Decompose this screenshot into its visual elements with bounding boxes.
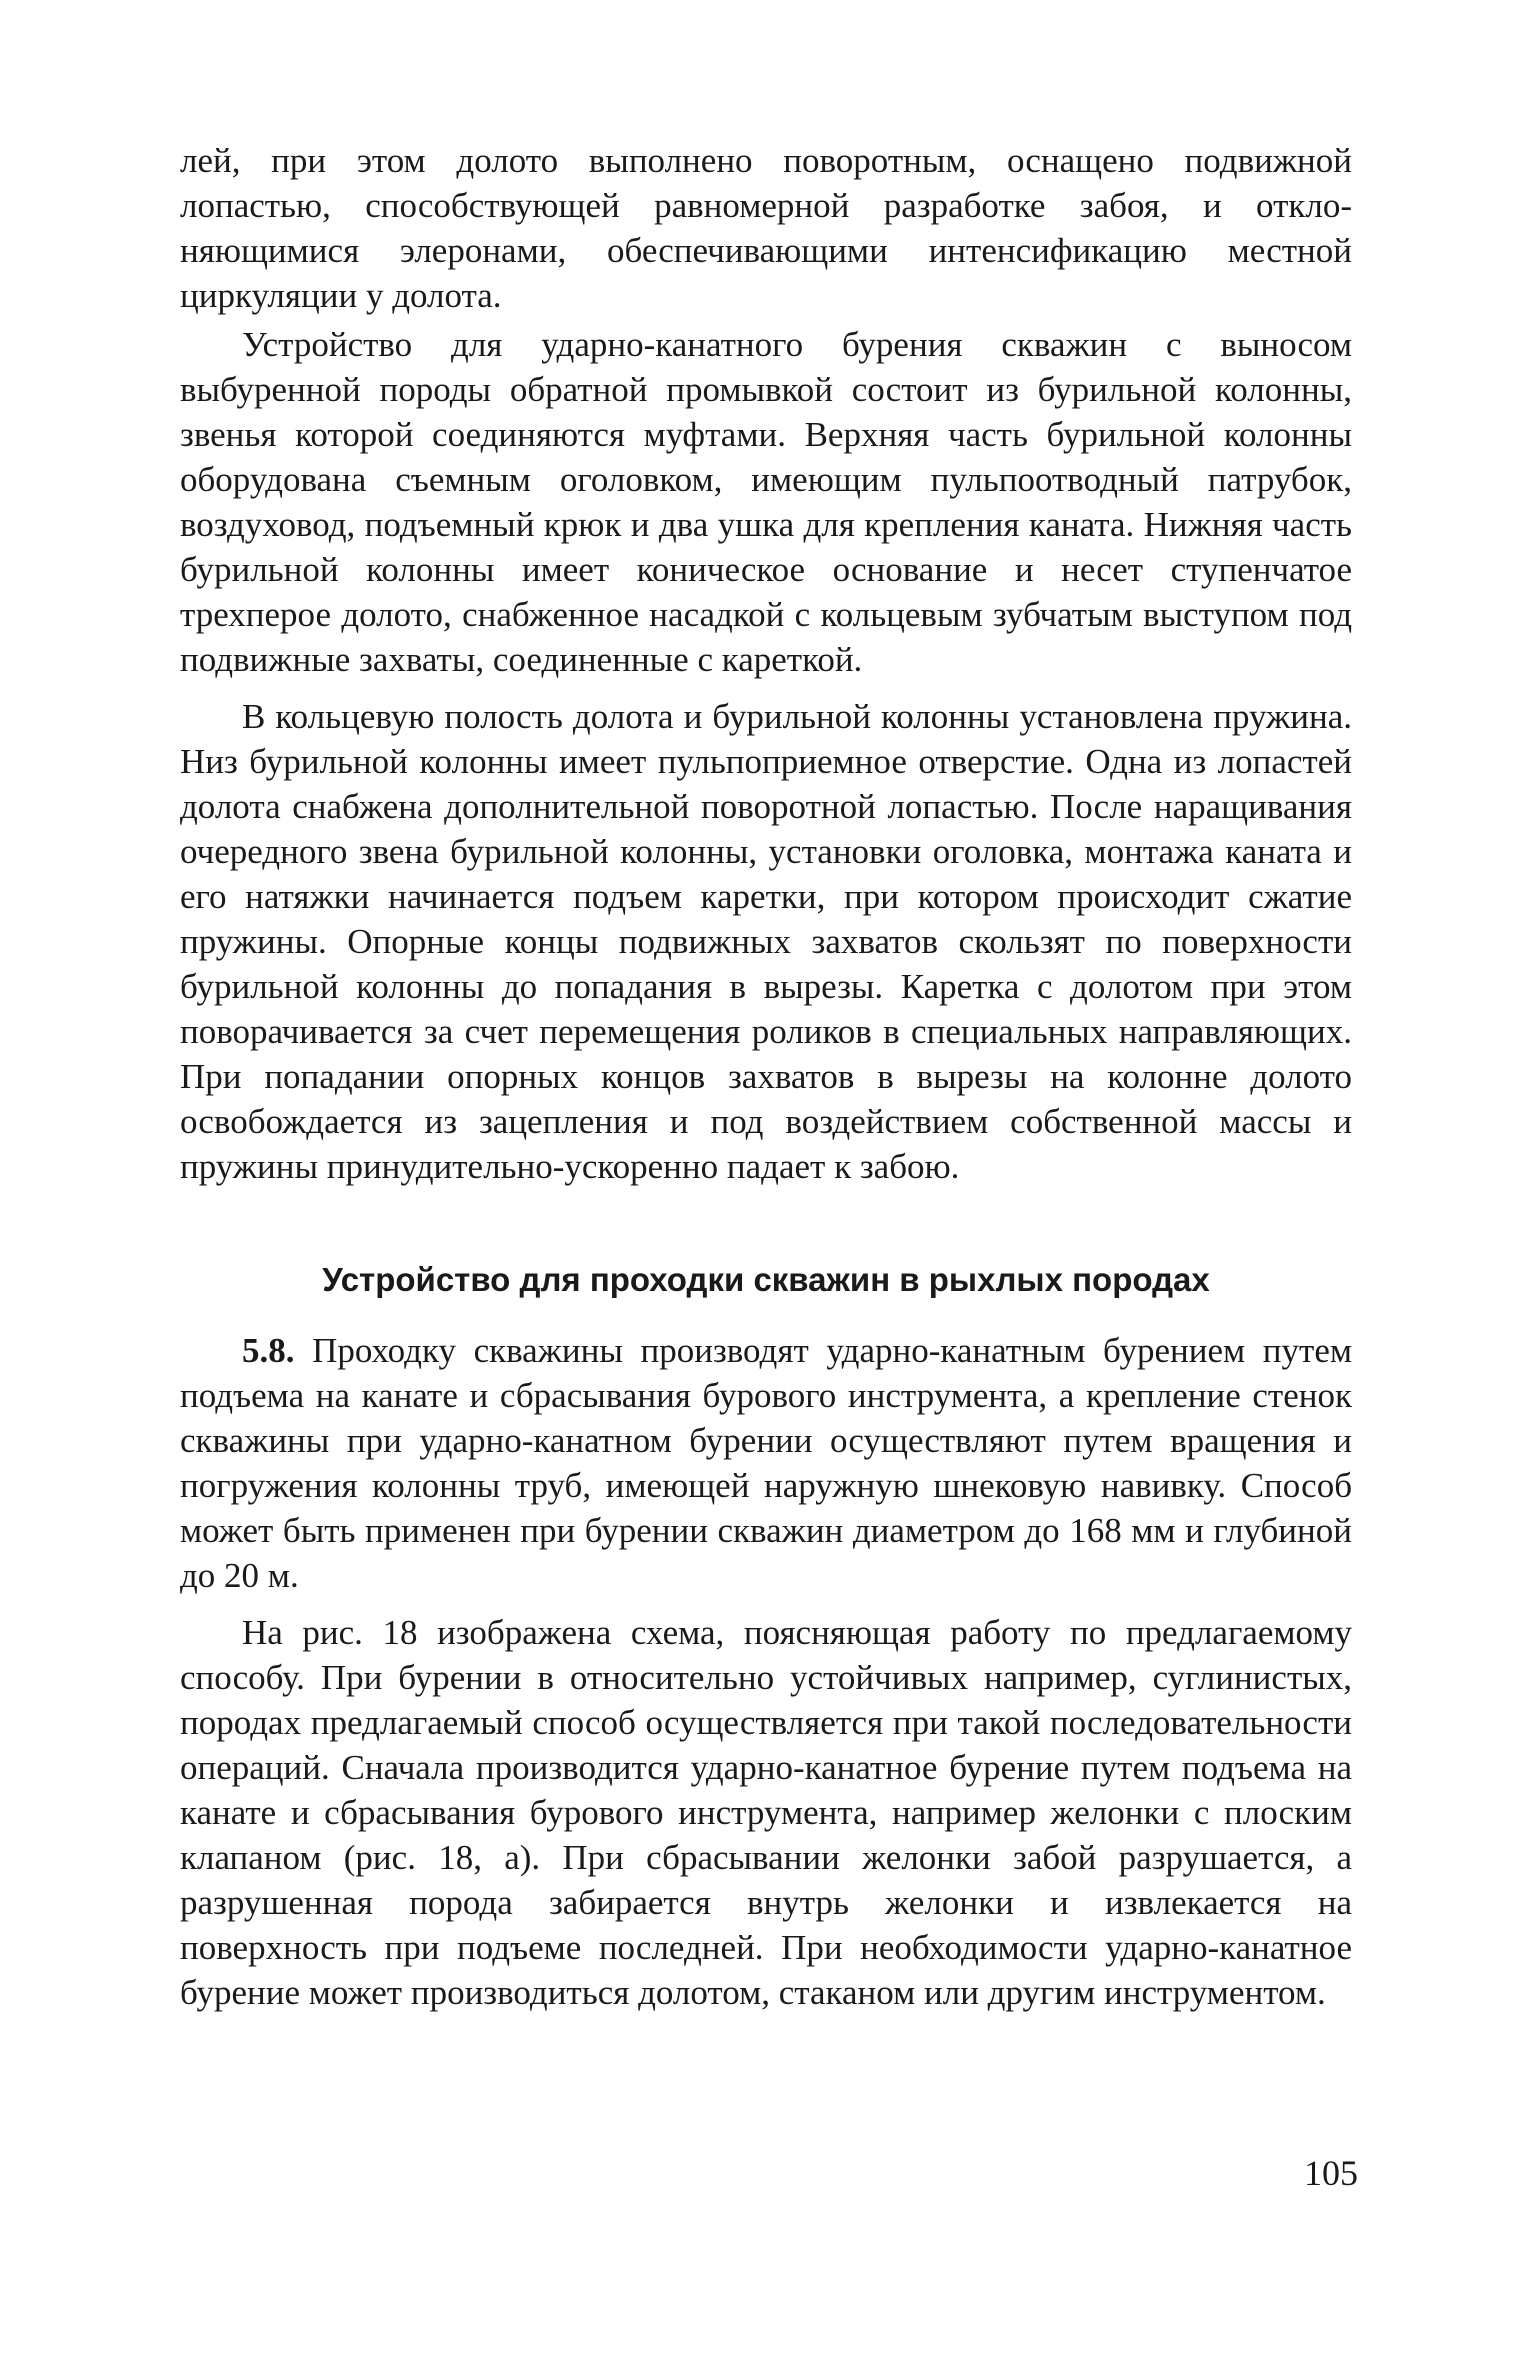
section-heading: Устройство для проходки скважин в рыхлых породах [322, 1261, 1210, 1298]
paragraph-device-description: Устройство для ударно-канатного бурения скважин с выносом выбуренной породы обратной промывкой состоит из бурильной колонны, звенья которой соединяются муфтами. Верхняя часть бурильной колонны оборудована съемным оголовком, имеющим пульпоотводный патрубок, воздуховод, подъемный крюк и два ушка для крепления каната. Нижняя часть бурильной колонны имеет коническое основание и несет ступенчатое трехперое долото, снабженное насадкой с кольцевым зубчатым выступом под подвижные захваты, соединенные с кареткой. [180, 325, 1352, 679]
paragraph-section-5-8-text: Проходку скважины производят ударно-канатным бурением путем подъема на канате и сбрасывания бурового инструмента, а крепление стенок скважины при ударно-канатном бурении осуществляют путем вращения и погружения колонны труб, имеющей наружную шнековую навивку. Способ может быть применен при бурении скважин диаметром до 168 мм и глубиной до 20 м. [180, 1331, 1352, 1595]
page-body [180, 138, 1352, 2015]
paragraph-spring-mechanism: В кольцевую полость долота и бурильной колонны установлена пружина. Низ бурильной колонны имеет пульпоприемное отверстие. Одна из лопастей долота снабжена дополнительной поворотной лопастью. После наращивания очередного звена бурильной колонны, установки оголовка, монтажа каната и его натяжки начинается подъем каретки, при котором происходит сжатие пружины. Опорные концы подвижных захватов скользят по поверхности бурильной колонны до попадания в вырезы. Каретка с долотом при этом поворачивается за счет перемещения роликов в специальных направляющих. При попадании опорных концов захватов в вырезы на колонне долото освобождается из зацепления и под воздействием собственной массы и пружины принудительно-ускоренно падает к забою. [180, 697, 1352, 1186]
section-number: 5.8. [242, 1331, 295, 1370]
paragraph-section-5-8 [180, 1328, 1352, 1598]
paragraph-continuation: лей, при этом долото выполнено поворотным, оснащено подвижной лопастью, способствующей равномерной разработке забоя, и отклоняющимися элеронами, обеспечивающими интенсификацию местной циркуляции у долота. [180, 141, 1352, 315]
paragraph-figure-18: На рис. 18 изображена схема, поясняющая работу по предлагаемому способу. При бурении в относительно устойчивых например, суглинистых, породах предлагаемый способ осуществляется при такой последовательности операций. Сначала производится ударно-канатное бурение путем подъема на канате и сбрасывания бурового инструмента, например желонки с плоским клапаном (рис. 18, а). При сбрасывании желонки забой разрушается, а разрушенная порода забирается внутрь желонки и извлекается на поверхность при подъеме последней. При необходимости ударно-канатное бурение может производиться долотом, стаканом или другим инструментом. [180, 1613, 1352, 2012]
page-number: 105 [1304, 2153, 1358, 2193]
